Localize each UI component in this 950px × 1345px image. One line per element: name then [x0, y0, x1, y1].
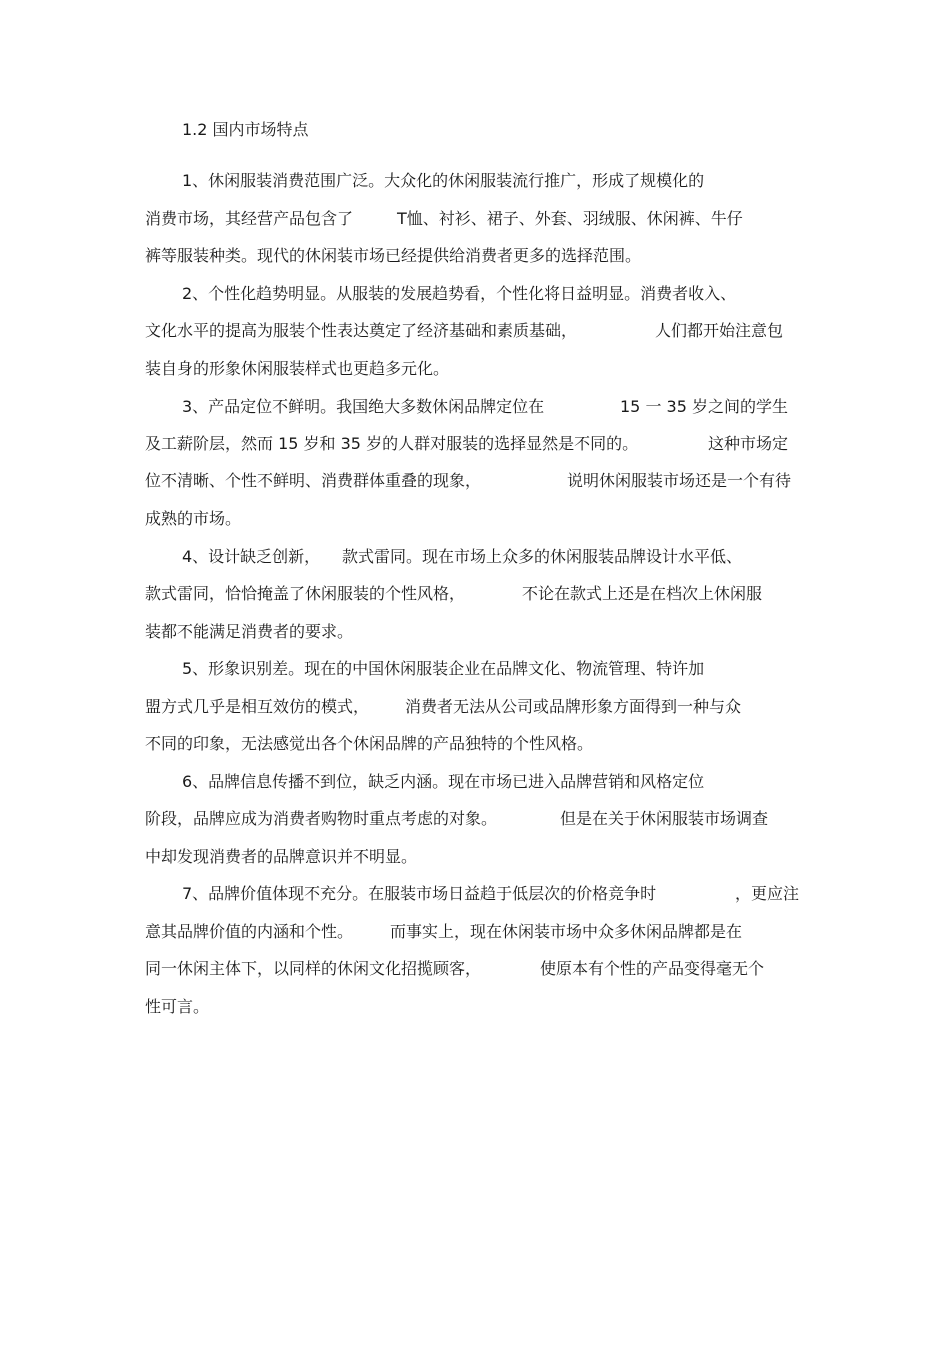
p7-line-3-text-b: 使原本有个性的产品变得毫无个	[540, 959, 765, 978]
p7-line-4-text: 性可言。	[145, 997, 210, 1016]
p6-line-2-text-a: 阶段，品牌应成为消费者购物时重点考虑的对象。	[145, 809, 498, 828]
p5-line-3-text: 不同的印象，无法感觉出各个休闲品牌的产品独特的个性风格。	[145, 734, 594, 753]
p4-line-3-text: 装都不能满足消费者的要求。	[145, 622, 354, 641]
p2-line-1-text: 2、个性化趋势明显。从服装的发展趋势看，个性化将日益明显。消费者收入、	[182, 284, 737, 303]
p7-line-2-text-b: 而事实上，现在休闲装市场中众多休闲品牌都是在	[390, 922, 743, 941]
p1-line-3-text: 裤等服装种类。现代的休闲装市场已经提供给消费者更多的选择范围。	[145, 246, 642, 265]
p1-line-2-text-b: T恤、衬衫、裙子、外套、羽绒服、休闲裤、牛仔	[397, 209, 743, 228]
p3-line-2-text-b: 这种市场定	[708, 434, 789, 453]
p5-line-2-text-a: 盟方式几乎是相互效仿的模式，	[145, 697, 370, 716]
p7-line-1-text-a: 7、品牌价值体现不充分。在服装市场日益趋于低层次的价格竞争时	[182, 884, 657, 903]
p6-line-3-text: 中却发现消费者的品牌意识并不明显。	[145, 847, 418, 866]
p2-line-3-text: 装自身的形象休闲服装样式也更趋多元化。	[145, 359, 450, 378]
section-heading: 1.2 国内市场特点	[182, 120, 309, 139]
p3-line-1-text-a: 3、产品定位不鲜明。我国绝大多数休闲品牌定位在	[182, 397, 545, 416]
p5-line-2-text-b: 消费者无法从公司或品牌形象方面得到一种与众	[405, 697, 742, 716]
p3-line-2-text-a: 及工薪阶层，然而 15 岁和 35 岁的人群对服装的选择显然是不同的。	[145, 434, 639, 453]
p6-line-1-text: 6、品牌信息传播不到位，缺乏内涵。现在市场已进入品牌营销和风格定位	[182, 772, 705, 791]
p7-line-1-text-b: ，更应注	[735, 884, 800, 903]
p5-line-1-text: 5、形象识别差。现在的中国休闲服装企业在品牌文化、物流管理、特许加	[182, 659, 705, 678]
p3-line-1-text-b: 15 一 35 岁之间的学生	[620, 397, 788, 416]
p1-line-2-text-a: 消费市场，其经营产品包含了	[145, 209, 354, 228]
p7-line-3-text-a: 同一休闲主体下，以同样的休闲文化招揽顾客，	[145, 959, 482, 978]
p7-line-2-text-a: 意其品牌价值的内涵和个性。	[145, 922, 354, 941]
p4-line-1-text-a: 4、设计缺乏创新，	[182, 547, 321, 566]
p3-line-3-text-b: 说明休闲服装市场还是一个有待	[567, 471, 792, 490]
p6-line-2-text-b: 但是在关于休闲服装市场调查	[560, 809, 769, 828]
p3-line-4-text: 成熟的市场。	[145, 509, 242, 528]
p4-line-2-text-a: 款式雷同，恰恰掩盖了休闲服装的个性风格，	[145, 584, 466, 603]
p2-line-2-text-b: 人们都开始注意包	[655, 321, 784, 340]
p7-line-4	[0, 996, 950, 1062]
p4-line-2-text-b: 不论在款式上还是在档次上休闲服	[522, 584, 763, 603]
p2-line-2-text-a: 文化水平的提高为服装个性表达奠定了经济基础和素质基础，	[145, 321, 578, 340]
p4-line-1-text-b: 款式雷同。现在市场上众多的休闲服装品牌设计水平低、	[342, 547, 743, 566]
p3-line-3-text-a: 位不清晰、个性不鲜明、消费群体重叠的现象，	[145, 471, 482, 490]
p1-line-1-text: 1、休闲服装消费范围广泛。大众化的休闲服装流行推广，形成了规模化的	[182, 171, 705, 190]
